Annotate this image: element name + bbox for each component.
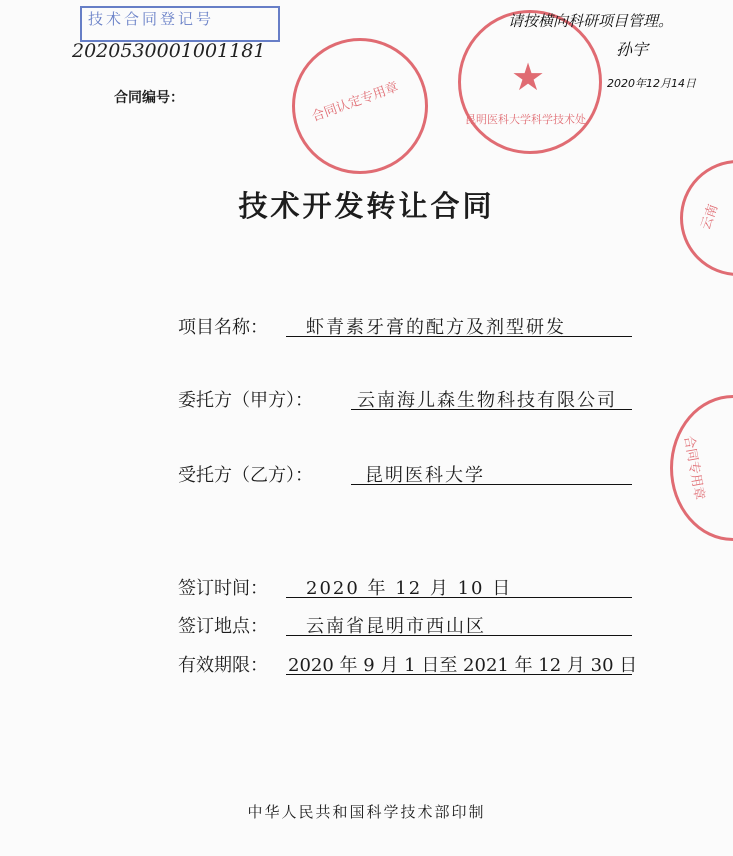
handwritten-note: 请按横向科研项目管理。 (508, 12, 674, 30)
sign-time-value: 2020 年 12 月 10 日 (286, 574, 632, 598)
valid-period-row (178, 651, 638, 677)
contract-seal-text: 合同认定专用章 (309, 79, 401, 125)
registration-stamp (80, 6, 280, 42)
valid-period-label: 有效期限： (178, 655, 268, 676)
trustee-label: 受托方（乙方）： (178, 465, 313, 486)
sign-time-row (178, 574, 513, 600)
sign-place-label: 签订地点： (178, 616, 268, 637)
star-icon: ★ (511, 55, 546, 99)
project-name-label: 项目名称： (178, 317, 268, 338)
contract-certification-seal (292, 38, 428, 174)
sign-place-row (178, 612, 486, 638)
client-label: 委托方（甲方）： (178, 390, 313, 411)
trustee-row (178, 461, 485, 487)
trustee-value: 昆明医科大学 (351, 461, 632, 485)
university-seal-text: 昆明医科大学科学技术处 (465, 113, 586, 126)
client-row (178, 386, 617, 412)
valid-period-value: 2020 年 9 月 1 日至 2021 年 12 月 30 日 (286, 651, 632, 675)
handwritten-signature: 孙宇 (616, 40, 649, 59)
company-seal-top-text: 云南 (698, 202, 722, 232)
contract-number-label: 合同编号： (114, 90, 184, 106)
company-seal-mid (670, 395, 733, 541)
company-seal-mid-text: 合同专用章 (680, 434, 707, 502)
university-seal (458, 10, 602, 154)
sign-time-label: 签订时间： (178, 578, 268, 599)
handwritten-date: 2020年12月14日 (607, 77, 696, 90)
contract-serial-number: 2020530001001181 (72, 40, 266, 62)
project-name-row (178, 313, 566, 339)
sign-place-value: 云南省昆明市西山区 (286, 612, 632, 636)
document-title: 技术开发转让合同 (238, 189, 495, 223)
stamp-title: 技术合同登记号 (88, 10, 215, 28)
project-name-value: 虾青素牙膏的配方及剂型研发 (286, 313, 632, 337)
printer-footer: 中华人民共和国科学技术部印制 (247, 803, 486, 821)
client-value: 云南海儿森生物科技有限公司 (351, 386, 632, 410)
